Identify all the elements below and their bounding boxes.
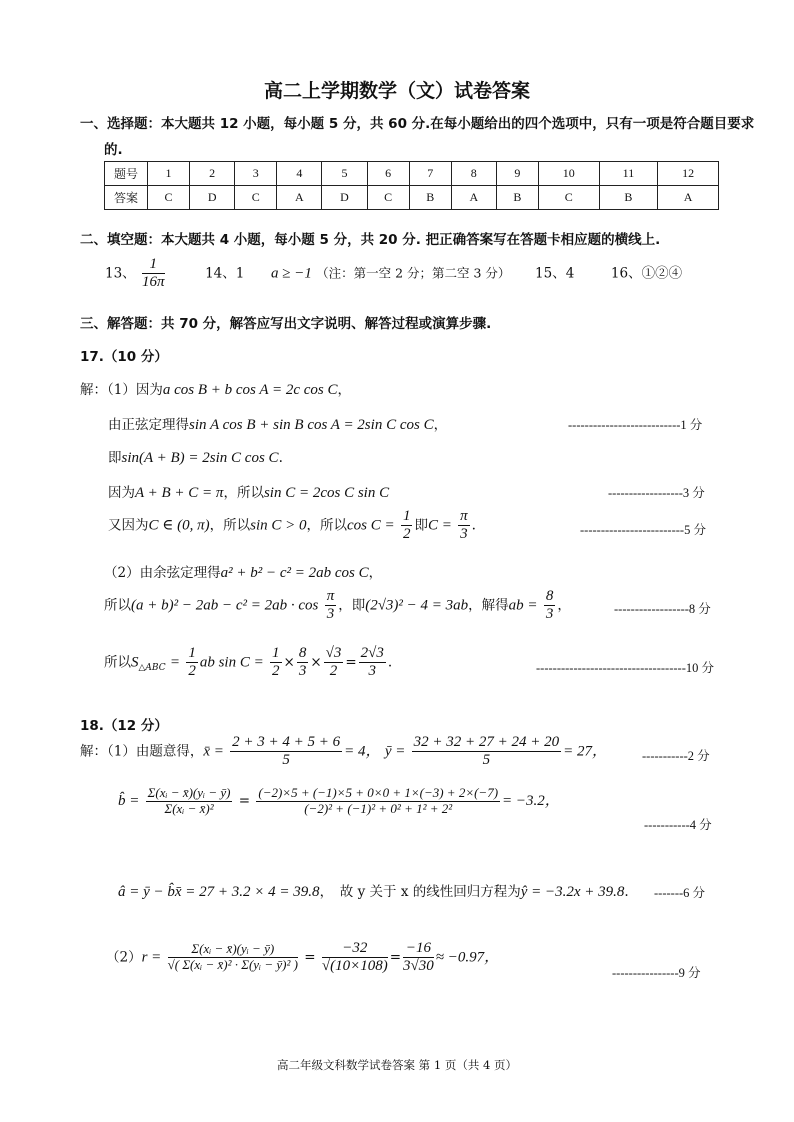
table-cell: B — [409, 186, 451, 210]
fill-in-answers — [105, 256, 682, 292]
table-cell: 9 — [496, 162, 538, 186]
score-mark: -----------4 分 — [644, 818, 712, 832]
answer-table — [104, 161, 719, 210]
q17-line8: 所以$S_{\triangle ABC}$ = $\frac{1}{2}$ ab sin C = $\frac{1}{2}$ × $\frac{8}{3}$ × $\frac{√3}{2}$ = $\frac{2√3}{3}$ . — [104, 645, 393, 680]
table-cell: 2 — [190, 162, 235, 186]
page-title: 高二上学期数学（文）试卷答案 — [263, 80, 530, 102]
table-cell: C — [367, 186, 409, 210]
table-cell: 11 — [599, 162, 658, 186]
table-row — [105, 186, 719, 210]
table-cell: A — [451, 186, 496, 210]
q17-line7: 所以(a + b)² − 2ab − c² = 2ab · cos $\frac{\pi}{3}$ ，即(2√3)² − 4 = 3ab，解得ab = $\frac{8}{3}$ ， — [104, 588, 571, 623]
table-cell: B — [599, 186, 658, 210]
table-cell: C — [235, 186, 277, 210]
q18-heading: 18.（12 分） — [80, 718, 168, 734]
q15-answer: 15、4 — [535, 265, 575, 282]
table-cell: 10 — [538, 162, 599, 186]
section2-heading: 二、填空题：本大题共 4 小题，每小题 5 分，共 20 分. 把正确答案写在答题卡相应题的横线上. — [80, 232, 661, 248]
q18-line2: b̂ = $\frac{\text{Σ(xᵢ − x̄)(yᵢ − ȳ)}}{\text{Σ(xᵢ − x̄)²}}$ = $\frac{(-2)\times 5 + (-1)\times 5 + 0\times 0 + 1\times(-3) + 2\times(-7)}{\text{(−2)² + (−1)² + 0² + 1² + 2²}}$ = −3.2， — [118, 785, 560, 816]
page-footer: 高二年级文科数学试卷答案 第 1 页（共 4 页） — [277, 1058, 517, 1072]
section1-heading: 一、选择题：本大题共 12 小题，每小题 5 分，共 60 分.在每小题给出的四个选项中，只有一项是符合题目要求 — [80, 116, 755, 132]
table-cell: 3 — [235, 162, 277, 186]
score-mark: -------------------------5 分 — [580, 523, 706, 537]
table-cell: 5 — [322, 162, 367, 186]
table-cell: B — [496, 186, 538, 210]
table-cell: A — [277, 186, 322, 210]
table-cell: C — [538, 186, 599, 210]
section1-heading-cont: 的. — [104, 142, 123, 158]
score-mark: ----------------9 分 — [612, 966, 701, 980]
q16-answer: 16、①②④ — [610, 265, 683, 282]
q14-label: 14、1 — [205, 265, 245, 282]
q17-line4: 因为A + B + C = π，所以sin C = 2cos C sin C — [108, 485, 390, 501]
q13-fraction: $\frac{1}{16\pi}$ — [141, 256, 165, 291]
score-mark: ------------------------------------10 分 — [536, 661, 714, 675]
score-mark: -----------2 分 — [642, 749, 710, 763]
q18-line3: â = ȳ − b̂x̄ = 27 + 3.2 × 4 = 39.8， 故 y 关于 x 的线性回归方程为ŷ = −3.2x + 39.8. — [118, 884, 629, 900]
score-mark: ---------------------------1 分 — [568, 418, 703, 432]
row-label: 答案 — [105, 186, 148, 210]
q14-note: （注：第一空 2 分；第二空 3 分） — [316, 265, 511, 281]
score-mark: -------6 分 — [654, 886, 706, 900]
score-mark: ------------------8 分 — [614, 602, 711, 616]
table-cell: 6 — [367, 162, 409, 186]
q18-line4: （2）r = $\frac{\text{Σ(xᵢ − x̄)(yᵢ − ȳ)}}{\text{√( Σ(xᵢ − x̄)² · Σ(yᵢ − ȳ)² )}}$ = $\frac{-32}{√(10\times 108)}$ = $\frac{-16}{3√30}$ ≈ −0.97， — [106, 940, 500, 975]
q18-line1: 解：（1）由题意得，x̄ = $\frac{2 + 3 + 4 + 5 + 6}{5}$ = 4， ȳ = $\frac{32 + 32 + 27 + 24 + 20}{5}$ = 27， — [80, 734, 608, 769]
q17-line5: 又因为C ∈ (0, π)，所以sin C > 0，所以cos C = $\frac{1}{2}$ 即C = $\frac{\pi}{3}$ . — [108, 508, 476, 543]
table-cell: 8 — [451, 162, 496, 186]
table-cell: D — [190, 186, 235, 210]
table-cell: 12 — [658, 162, 719, 186]
score-mark: ------------------3 分 — [608, 486, 705, 500]
q17-line1: 解：（1）因为a cos B + b cos A = 2c cos C， — [80, 382, 352, 398]
table-cell: C — [148, 186, 190, 210]
table-cell: 4 — [277, 162, 322, 186]
q17-heading: 17.（10 分） — [80, 349, 168, 365]
q17-line6: （2）由余弦定理得a² + b² − c² = 2ab cos C， — [104, 565, 383, 581]
q17-line3: 即sin(A + B) = 2sin C cos C. — [108, 450, 283, 466]
section3-heading: 三、解答题：共 70 分，解答应写出文字说明、解答过程或演算步骤. — [80, 316, 492, 332]
q17-line2: 由正弦定理得sin A cos B + sin B cos A = 2sin C cos C， — [108, 417, 448, 433]
table-row — [105, 162, 719, 186]
q14-expr: a ≥ −1 — [270, 265, 312, 282]
table-cell: 1 — [148, 162, 190, 186]
q13-label: 13、 — [105, 265, 136, 282]
table-cell: D — [322, 186, 367, 210]
row-label: 题号 — [105, 162, 148, 186]
table-cell: A — [658, 186, 719, 210]
table-cell: 7 — [409, 162, 451, 186]
